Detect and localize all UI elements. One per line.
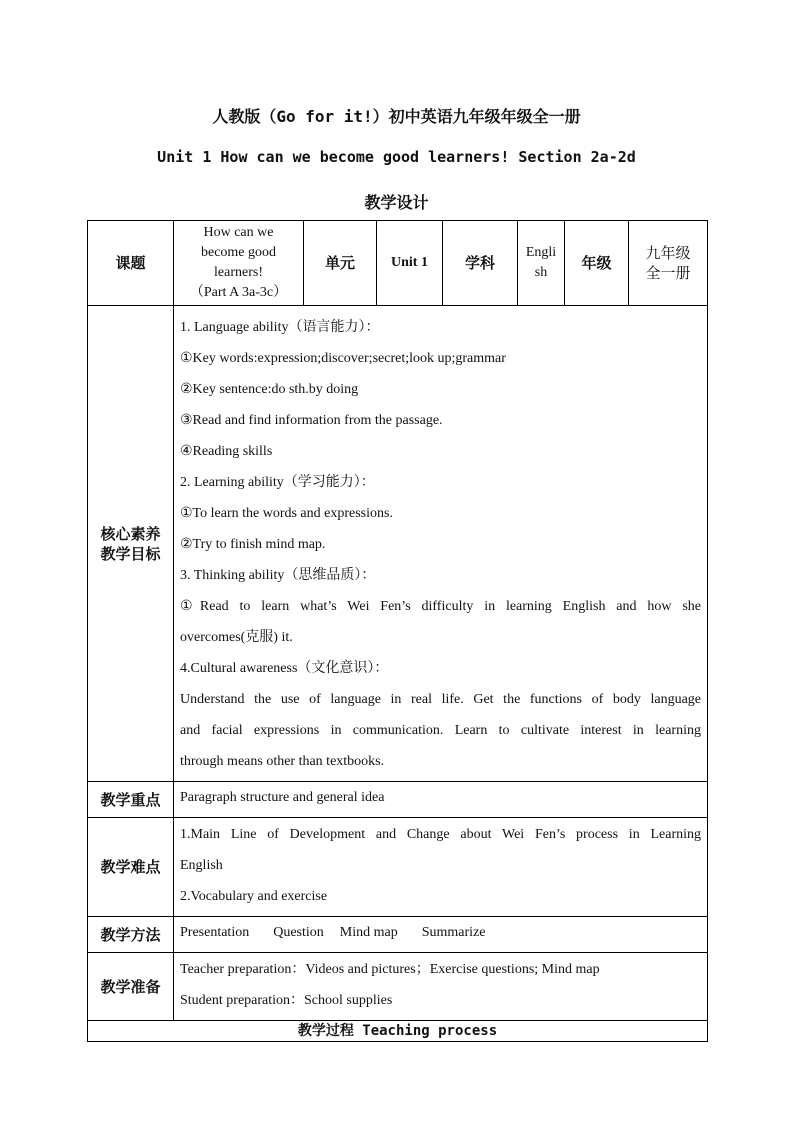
key-points-label: 教学重点 — [88, 782, 174, 818]
objective-line: through means other than textbooks. — [180, 754, 385, 769]
key-points-row — [88, 782, 708, 818]
objective-line: 3. Thinking ability（思维品质）： — [180, 568, 376, 583]
objectives-label — [88, 306, 174, 782]
key-points-text: Paragraph structure and general idea — [180, 790, 385, 805]
unit-label: 单元 — [304, 221, 377, 306]
difficulty-line: 1.Main Line of Development and Change about Wei Fen’s process in Learning — [180, 827, 701, 842]
process-row — [88, 1021, 708, 1042]
objective-line: overcomes(克服) it. — [180, 630, 293, 645]
objective-line: Understand the use of language in real life. Get the functions of body language — [180, 692, 701, 707]
objectives-label-line: 核心素养 — [100, 524, 161, 543]
subject-line: Engli — [525, 245, 557, 260]
methods-list — [180, 917, 701, 948]
preparation-content — [174, 953, 708, 1021]
unit-value: Unit 1 — [377, 221, 443, 306]
objective-line: 2. Learning ability（学习能力）： — [180, 475, 375, 490]
document-type: 教学设计 — [364, 193, 429, 212]
methods-content — [174, 917, 708, 953]
method-item: Mind map — [339, 925, 398, 940]
difficulties-row — [88, 818, 708, 917]
objectives-label-line: 教学目标 — [100, 544, 161, 563]
document-subtitle: Unit 1 How can we become good learners! Section 2a-2d — [157, 148, 636, 166]
difficulty-line: English — [180, 858, 223, 873]
grade-line: 全一册 — [645, 264, 691, 282]
subject-value — [518, 221, 565, 306]
difficulties-content — [174, 818, 708, 917]
topic-line: How can we — [203, 225, 274, 240]
objective-line: and facial expressions in communication. Learn to cultivate interest in learning — [180, 723, 701, 738]
methods-row — [88, 917, 708, 953]
method-item: Summarize — [421, 925, 486, 940]
objective-line: 1. Language ability（语言能力）： — [180, 320, 380, 335]
topic-line: （Part A 3a-3c） — [189, 285, 288, 300]
info-row — [88, 221, 708, 306]
objective-line: ①Key words:expression;discover;secret;look up;grammar — [180, 351, 506, 366]
objectives-content — [174, 306, 708, 782]
teaching-process-title: 教学过程 Teaching process — [88, 1021, 708, 1042]
preparation-label: 教学准备 — [88, 953, 174, 1021]
objective-line: ①To learn the words and expressions. — [180, 506, 393, 521]
topic-value — [174, 221, 304, 306]
preparation-line: Student preparation：School supplies — [180, 993, 393, 1008]
objectives-row — [88, 306, 708, 782]
topic-label: 课题 — [88, 221, 174, 306]
topic-line: learners! — [214, 265, 263, 280]
objective-line: ②Try to finish mind map. — [180, 537, 326, 552]
grade-line: 九年级 — [645, 244, 691, 262]
topic-line: become good — [200, 245, 277, 260]
method-item: Question — [273, 925, 324, 940]
objective-line: ③Read and find information from the passage. — [180, 413, 443, 428]
key-points-content — [174, 782, 708, 818]
methods-label: 教学方法 — [88, 917, 174, 953]
document-title: 人教版（Go for it!）初中英语九年级年级全一册 — [212, 107, 581, 126]
objective-line: ①Read to learn what’s Wei Fen’s difficulty in learning English and how she — [180, 599, 701, 614]
subject-label: 学科 — [443, 221, 518, 306]
preparation-row — [88, 953, 708, 1021]
difficulties-label: 教学难点 — [88, 818, 174, 917]
grade-label: 年级 — [565, 221, 629, 306]
objective-line: 4.Cultural awareness（文化意识）： — [180, 661, 389, 676]
difficulty-line: 2.Vocabulary and exercise — [180, 889, 328, 904]
subject-line: sh — [534, 265, 548, 280]
grade-value — [629, 221, 708, 306]
preparation-line: Teacher preparation：Videos and pictures；Exercise questions; Mind map — [180, 962, 600, 977]
lesson-plan-table — [87, 220, 708, 1042]
objective-line: ②Key sentence:do sth.by doing — [180, 382, 359, 397]
method-item: Presentation — [180, 925, 250, 940]
objective-line: ④Reading skills — [180, 444, 273, 459]
